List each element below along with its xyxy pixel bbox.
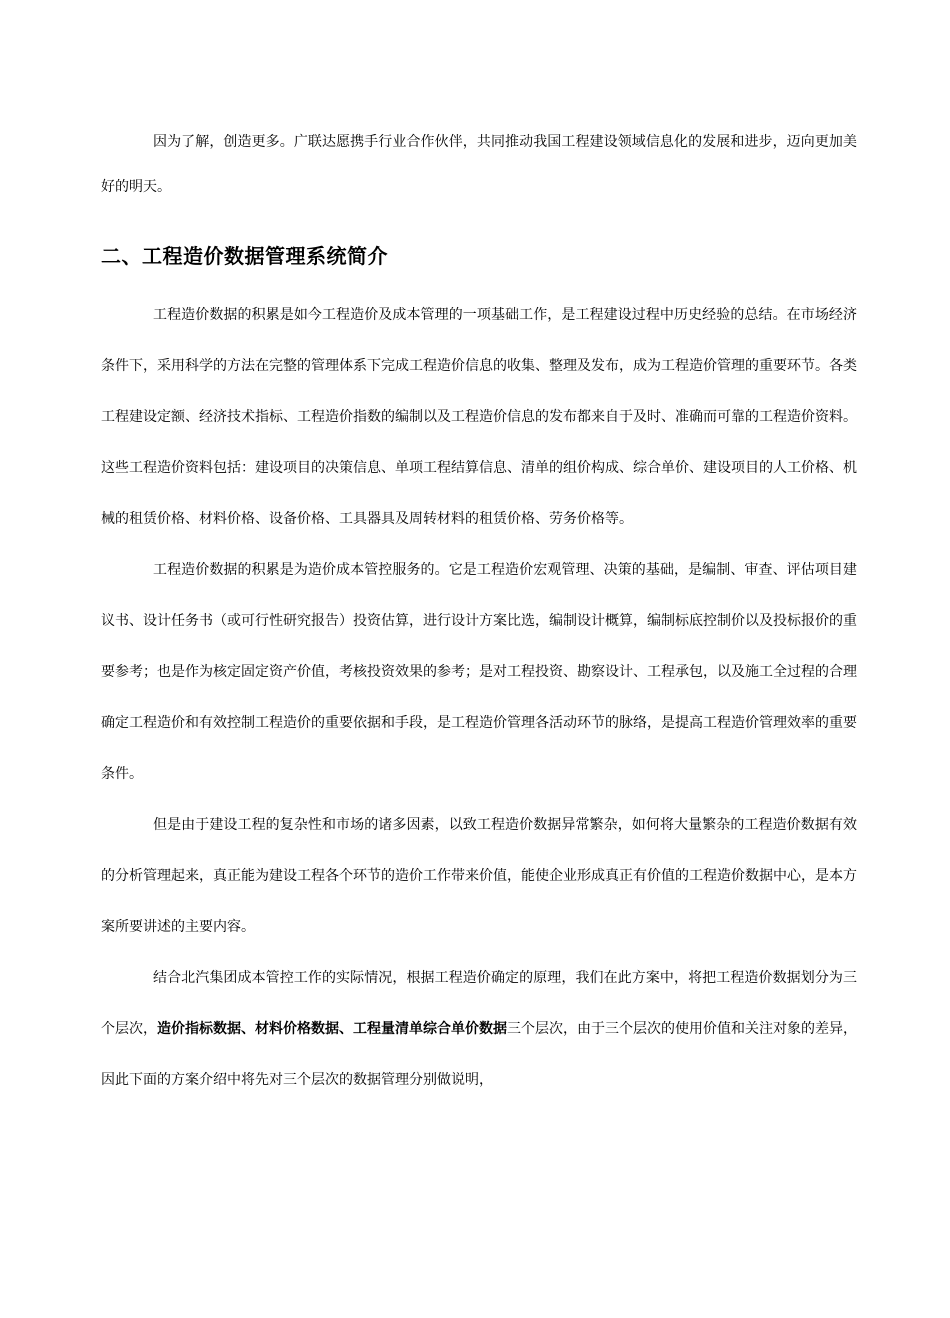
paragraph-cost-control: 工程造价数据的积累是为造价成本管控服务的。它是工程造价宏观管理、决策的基础，是编制、审查、评估项目建议书、设计任务书（或可行性研究报告）投资估算，进行设计方案比选，编制设计概算，编制标底控制价以及投标报价的重要参考；也是作为核定固定资产价值，考核投资效果的参考；是对工程投资、勘察设计、工程承包，以及施工全过程的合理确定工程造价和有效控制工程造价的重要依据和手段，是工程造价管理各活动环节的脉络，是提高工程造价管理效率的重要条件。 <box>101 562 857 782</box>
paragraph-complexity: 但是由于建设工程的复杂性和市场的诸多因素，以致工程造价数据异常繁杂，如何将大量繁杂的工程造价数据有效的分析管理起来，真正能为建设工程各个环节的造价工作带来价值，能使企业形成真正有价值的工程造价数据中心，是本方案所要讲述的主要内容。 <box>101 817 857 935</box>
section-heading: 二、工程造价数据管理系统简介 <box>101 244 388 268</box>
paragraph-data-accumulation: 工程造价数据的积累是如今工程造价及成本管理的一项基础工作，是工程建设过程中历史经验的总结。在市场经济条件下，采用科学的方法在完整的管理体系下完成工程造价信息的收集、整理及发布，成为工程造价管理的重要环节。各类工程建设定额、经济技术指标、工程造价指数的编制以及工程造价信息的发布都来自于及时、准确而可靠的工程造价资料。这些工程造价资料包括：建设项目的决策信息、单项工程结算信息、清单的组价构成、综合单价、建设项目的人工价格、机械的租赁价格、材料价格、设备价格、工具器具及周转材料的租赁价格、劳务价格等。 <box>101 307 857 527</box>
paragraph-three-levels-bold: 造价指标数据、材料价格数据、工程量清单综合单价数据 <box>157 1021 507 1037</box>
paragraph-three-levels-start: 结合北汽集团成本管控工作的实际情况，根据工程造价确定的原理，我们在此方案中，将把工程造价数据划分为三个层次， <box>101 970 857 1037</box>
intro-paragraph: 因为了解，创造更多。广联达愿携手行业合作伙伴，共同推动我国工程建设领域信息化的发展和进步，迈向更加美好的明天。 <box>101 134 857 195</box>
paragraph-three-levels-end: 三个层次，由于三个层次的使用价值和关注对象的差异，因此下面的方案介绍中将先对三个层次的数据管理分别做说明， <box>101 1021 857 1088</box>
document-body <box>101 120 857 1106</box>
paragraph-three-levels <box>101 953 857 1106</box>
